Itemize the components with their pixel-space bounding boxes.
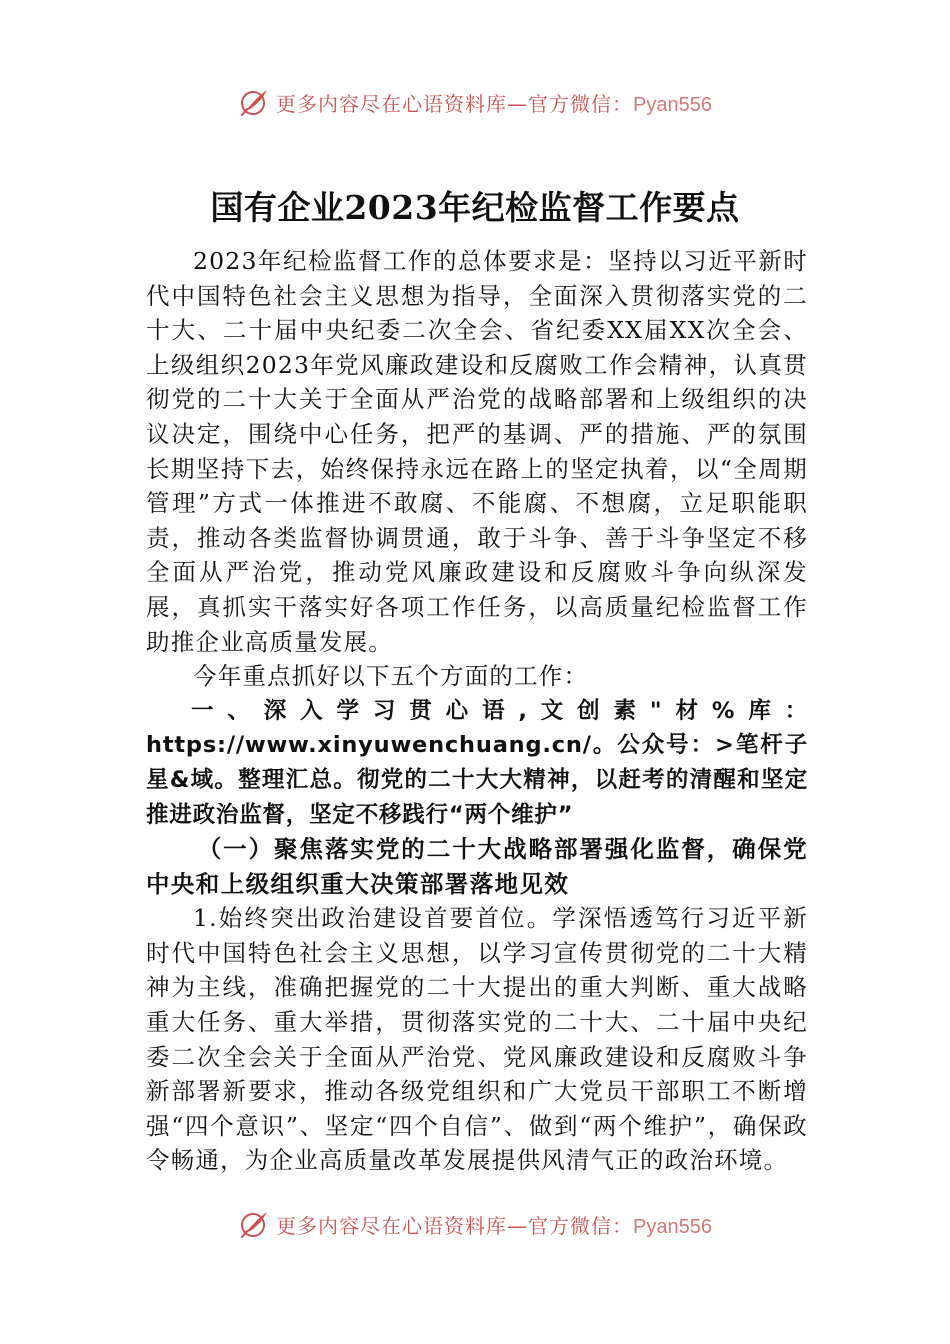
item-paragraph-1: 1.始终突出政治建设首要首位。学深悟透笃行习近平新时代中国特色社会主义思想，以学习宣传贯彻党的二十大精神为主线，准确把握党的二十大提出的重大判断、重大战略重大任务、重大举措，贯彻落实党的二十大、二十届中央纪委二次全会关于全面从严治党、党风廉政建设和反腐败斗争新部署新要求，推动各级党组织和广大党员干部职工不断增强“四个意识”、坚定“四个自信”、做到“两个维护”，确保政令畅通，为企业高质量改革发展提供风清气正的政治环境。 [146,904,808,1175]
header-watermark [0,82,950,122]
overview-paragraph: 今年重点抓好以下五个方面的工作： [193,662,589,691]
watermark-text: 更多内容尽在心语资料库—官方微信：Pyan556 [276,91,712,116]
quill-logo-icon [238,86,270,118]
section-heading-1: 一、深入学习贯心语,文创素"材%库：https://www.xinyuwenchuang.cn/。公众号：>笔杆子星&域。整理汇总。彻党的二十大大精神，以赶考的清醒和坚定推进政治监督，坚定不移践行“两个维护” [146,697,808,828]
quill-logo-icon [238,1208,270,1240]
watermark-text: 更多内容尽在心语资料库—官方微信：Pyan556 [276,1213,712,1238]
intro-paragraph: 2023年纪检监督工作的总体要求是：坚持以习近平新时代中国特色社会主义思想为指导，全面深入贯彻落实党的二十大、二十届中央纪委二次全会、省纪委XX届XX次全会、上级组织2023年党风廉政建设和反腐败工作会精神，认真贯彻党的二十大关于全面从严治党的战略部署和上级组织的决议决定，围绕中心任务，把严的基调、严的措施、严的氛围长期坚持下去，始终保持永远在路上的坚定执着，以“全周期管理”方式一体推进不敢腐、不能腐、不想腐，立足职能职责，推动各类监督协调贯通，敢于斗争、善于斗争坚定不移全面从严治党，推动党风廉政建设和反腐败斗争向纵深发展，真抓实干落实好各项工作任务，以高质量纪检监督工作助推企业高质量发展。 [146,247,808,656]
footer-watermark [0,1204,950,1240]
document-body [146,244,808,1178]
document-title: 国有企业2023年纪检监督工作要点 [210,188,740,227]
subsection-heading-1: （一）聚焦落实党的二十大战略部署强化监督，确保党中央和上级组织重大决策部署落地见效 [146,835,808,898]
